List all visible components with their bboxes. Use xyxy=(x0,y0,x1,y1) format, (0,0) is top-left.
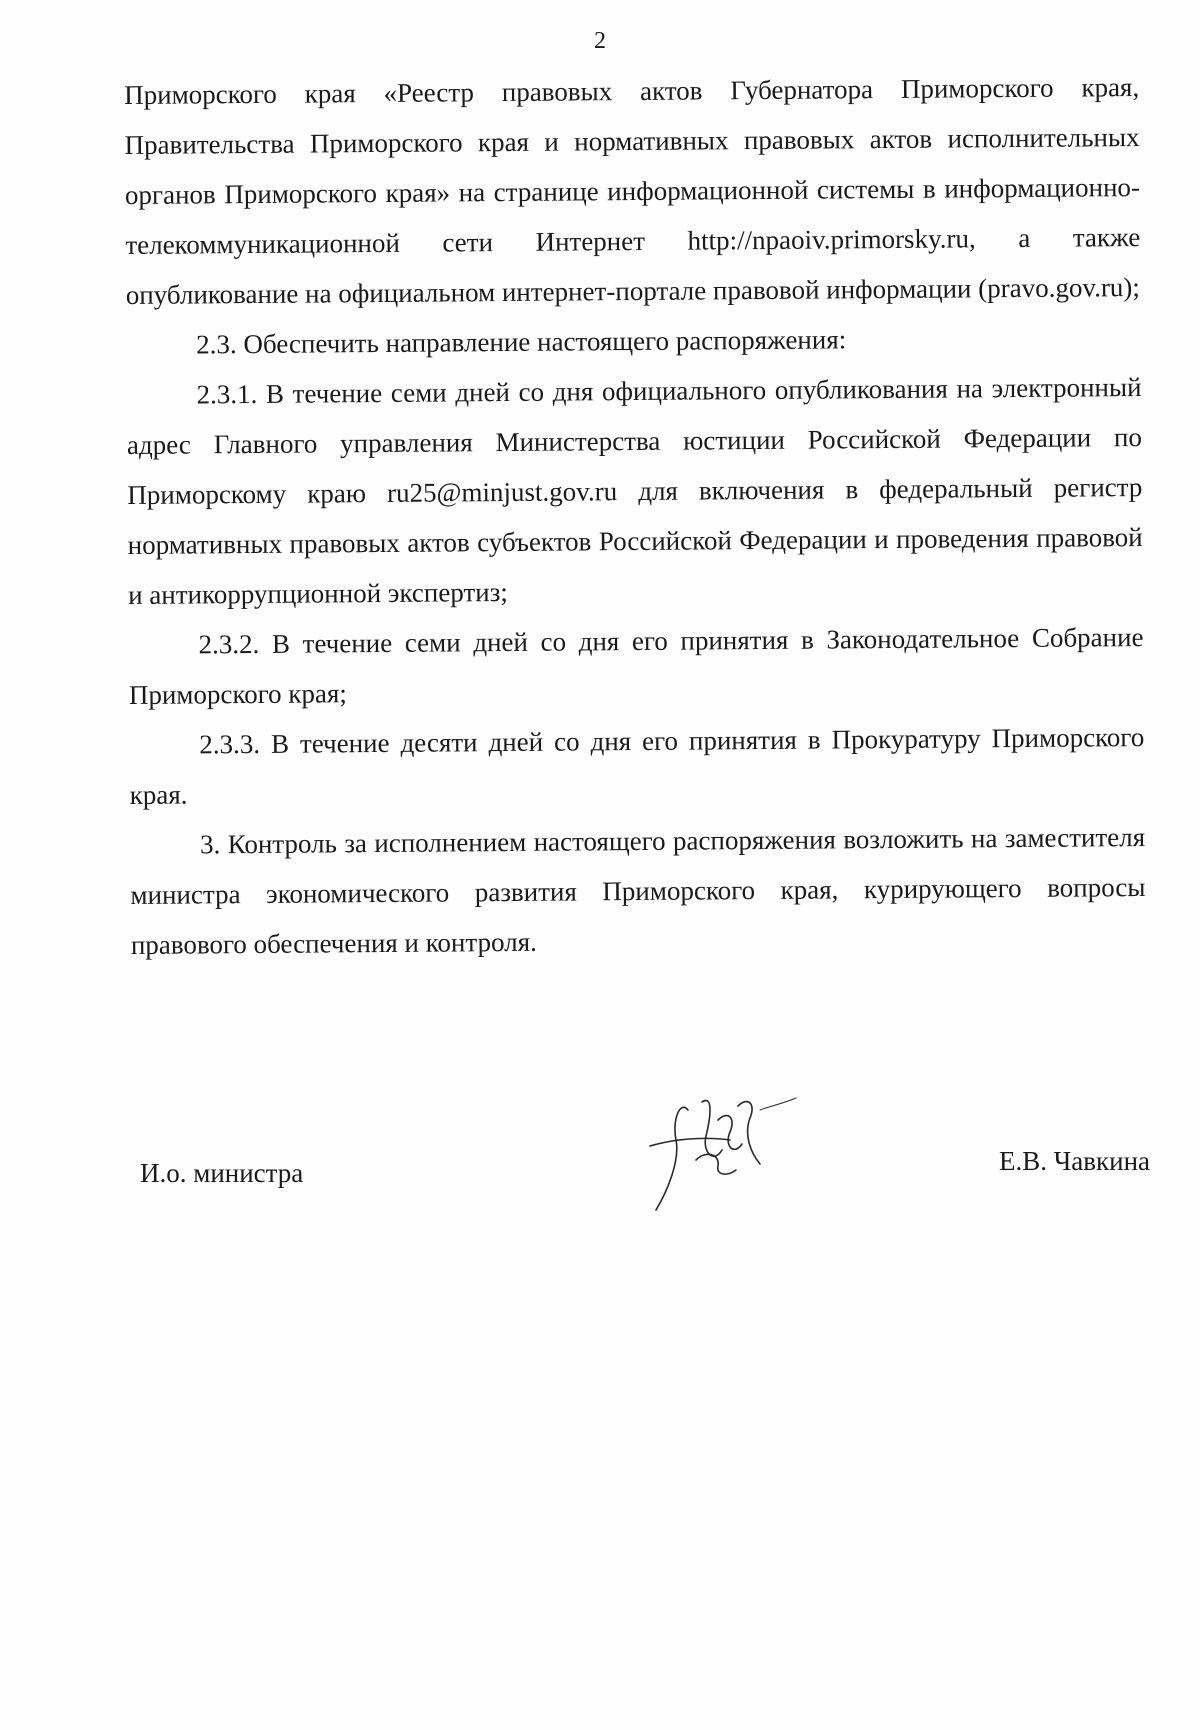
handwritten-signature xyxy=(610,1080,810,1220)
page-number: 2 xyxy=(594,28,606,54)
paragraph-2-3-1: 2.3.1. В течение семи дней со дня официального опубликования на электронный адрес Главного управления Министерства юстиции Российской Федерации по Приморскому краю ru25@minjust.gov.ru для включения в федеральный регистр нормативных правовых актов субъектов Российской Федерации и проведения правовой и антикоррупционной экспертиз; xyxy=(126,372,1143,610)
signatory-name: Е.В. Чавкина xyxy=(998,1146,1150,1176)
document-body xyxy=(124,62,1146,970)
signatory-title: И.о. министра xyxy=(140,1158,304,1188)
paragraph-2-3-2: 2.3.2. В течение семи дней со дня его принятия в Законодательное Собрание Приморского края; xyxy=(128,622,1144,710)
paragraph-2-3-3: 2.3.3. В течение десяти дней со дня его принятия в Прокуратуру Приморского края. xyxy=(129,722,1145,810)
paragraph-3: 3. Контроль за исполнением настоящего распоряжения возложить на заместителя министра экономического развития Приморского края, курирующего вопросы правового обеспечения и контроля. xyxy=(130,822,1146,960)
signature-block xyxy=(140,1080,1150,1230)
paragraph-2-3: 2.3. Обеспечить направление настоящего распоряжения: xyxy=(196,324,847,360)
paragraph-continuation: Приморского края «Реестр правовых актов Губернатора Приморского края, Правительства Приморского края и нормативных правовых актов исполнительных органов Приморского края» на странице информационной системы в информационно-телекоммуникационной сети Интернет http://npaoiv.primorsky.ru, а также опубликование на официальном интернет-портале правовой информации (pravo.gov.ru); xyxy=(124,72,1141,310)
